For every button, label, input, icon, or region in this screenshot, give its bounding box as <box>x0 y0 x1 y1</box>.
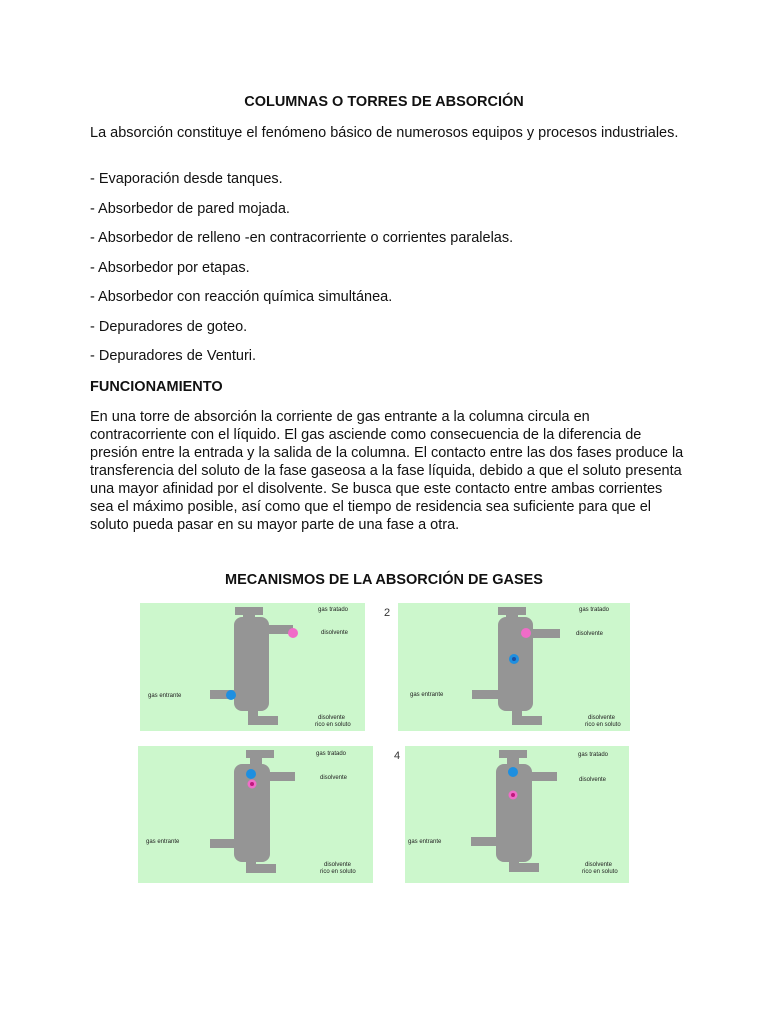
label-gas-entrante: gas entrante <box>408 839 442 845</box>
diagram-panel-1 <box>140 603 365 731</box>
intro-paragraph: La absorción constituye el fenómeno básico de numerosos equipos y procesos industriales. <box>90 125 679 141</box>
label-gas-tratado: gas tratado <box>318 607 349 613</box>
column-body <box>496 764 532 862</box>
gas-inlet-pipe <box>210 839 236 848</box>
label-gas-tratado: gas tratado <box>316 751 347 757</box>
diagram-panel-3 <box>138 746 373 883</box>
funcionamiento-paragraph: En una torre de absorción la corriente de gas entrante a la columna circula en contracorriente con el líquido. El gas asciende como consecuencia de la diferencia de presión entre la entrada y la salida de la columna. El contacto entre las dos fases produce la transferencia del soluto de la fase gaseosa a la fase líquida, debido a que el soluto presenta una mayor afinidad por el disolvente. Se busca que este contacto entre ambas corrientes sea el máximo posible, así como que el tiempo de residencia sea suficiente para que el soluto pueda pasar en su mayor parte de una fase a otra. <box>90 409 684 533</box>
label-rico: rico en soluto <box>582 869 618 875</box>
solvent-drop <box>521 628 531 638</box>
list-item: - Depuradores de goteo. <box>90 318 248 335</box>
liquid-outlet-pipe <box>509 863 539 872</box>
label-gas-tratado: gas tratado <box>578 752 609 758</box>
list-item: - Depuradores de Venturi. <box>90 348 257 364</box>
gas-bubble <box>508 767 518 777</box>
label-disolvente: disolvente <box>320 775 348 781</box>
label-disolvente-out: disolvente <box>324 862 352 868</box>
page-title: COLUMNAS O TORRES DE ABSORCIÓN <box>244 94 524 110</box>
diagram-panel-2 <box>398 603 630 731</box>
mecanismos-heading: MECANISMOS DE LA ABSORCIÓN DE GASES <box>225 572 543 588</box>
liquid-outlet-pipe <box>246 864 276 873</box>
label-gas-entrante: gas entrante <box>410 692 444 698</box>
solvent-inlet-pipe <box>269 772 295 781</box>
label-disolvente-out: disolvente <box>585 862 613 868</box>
liquid-outlet-pipe <box>248 716 278 725</box>
panel-number-4: 4 <box>394 750 401 762</box>
equipment-list <box>90 170 690 377</box>
absorption-column-diagram <box>398 603 630 731</box>
label-disolvente-out: disolvente <box>588 715 616 721</box>
label-rico: rico en soluto <box>320 869 356 875</box>
absorption-column-diagram <box>140 603 365 731</box>
list-item: - Evaporación desde tanques. <box>90 171 283 187</box>
solvent-inlet-pipe <box>531 772 557 781</box>
list-item: - Absorbedor por etapas. <box>90 259 250 276</box>
label-gas-tratado: gas tratado <box>579 607 610 613</box>
label-rico: rico en soluto <box>585 722 621 728</box>
solvent-inlet-pipe <box>532 629 560 638</box>
label-gas-entrante: gas entrante <box>148 693 182 699</box>
solute-mark <box>250 782 254 786</box>
solute-mark <box>511 793 515 797</box>
solute-mark <box>512 657 516 661</box>
gas-inlet-pipe <box>471 837 498 846</box>
list-item: - Absorbedor de pared mojada. <box>90 200 290 217</box>
list-item: - Absorbedor con reacción química simultánea. <box>90 289 393 305</box>
solvent-drop <box>288 628 298 638</box>
label-disolvente: disolvente <box>579 777 607 783</box>
diagram-panel-4 <box>405 746 629 883</box>
gas-bubble <box>246 769 256 779</box>
label-disolvente: disolvente <box>321 630 349 636</box>
label-gas-entrante: gas entrante <box>146 839 180 845</box>
panel-number-2: 2 <box>384 607 391 619</box>
liquid-outlet-pipe <box>512 716 542 725</box>
label-disolvente-out: disolvente <box>318 715 346 721</box>
list-item: - Absorbedor de relleno -en contracorriente o corrientes paralelas. <box>90 230 514 246</box>
label-rico: rico en soluto <box>315 722 351 728</box>
gas-inlet-pipe <box>472 690 500 699</box>
funcionamiento-heading: FUNCIONAMIENTO <box>90 379 223 395</box>
gas-bubble <box>226 690 236 700</box>
label-disolvente: disolvente <box>576 631 604 637</box>
column-body <box>234 617 269 711</box>
